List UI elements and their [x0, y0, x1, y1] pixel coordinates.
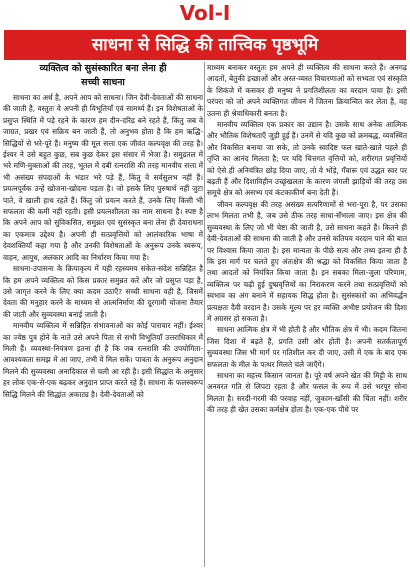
subtitle-line-2: सच्ची साधना: [81, 77, 125, 88]
volume-label: Vol-I: [179, 1, 231, 25]
paragraph: साधना-उपासना के क्रियाकृत्य में यही रहस्यमय संकेत-संदेश सन्निहित है कि हम अपने व्यक्तित्व को किस प्रकार समुन्नत करें और जो प्रसुप्त पड़ा है, उसे जागृत करने के लिए क्या कदम उठाएँ? सच्ची साधना वही है, जिसमें देवता की मनुहार करने के माध्यम से आत्मनिर्माण की दूरगामी योजना तैयार की जाती और सुव्यवस्था बनाई जाती है।: [3, 264, 203, 319]
paragraph: मानवीय व्यक्तित्व एक प्रकार का उद्यान है। उसके साथ अनेक आत्मिक और भौतिक विशेषताएँ जुड़ी हुई हैं। उनमें से यदि कुछ को क्रमबद्ध, व्यवस्थित और विकसित बनाया जा सके, तो उनके स्वादिष्ट फल खाते-खाते पहले ही तृप्ति का आनंद मिलता है; पर यदि चित्तगत वृत्तियों को, शरीरगत प्रवृत्तियों को ऐसे ही अनियंत्रित छोड़ दिया जाए, तो वे भोंड़े, गँवारू एवं उद्धत स्वर पर बढ़ती हैं और दिशाविहीन उच्छृंखलता के कारण जंगली झाड़ियों की तरह उस समूचे क्षेत्र को असभ्य एवं कंटकाकीर्ण बना देती हैं।: [207, 120, 407, 198]
paragraph: माध्यम बनाकर वस्तुतः हम अपने ही व्यक्तित्व की साधना करते हैं। अनगढ़ आदतों, बेतुकी इच्छाओं और अस्त-व्यस्त विचारणाओं को सभ्यता एवं संस्कृति के शिकंजे में कसकर ही मनुष्य ने प्रगतिशीलता का वरदान पाया है। इसी परंपरा को जो अपने व्यक्तिगत जीवन में जितना क्रियान्वित कर लेता है, वह उतना ही श्रेयाधिकारी बनता है।: [207, 63, 407, 118]
paragraph: मानवीय व्यक्तित्व में सन्निहित संभावनाओं का कोई पारावार नहीं। ईश्वर का ज्येष्ठ पुत्र होने के नाते उसे अपने पिता से सभी विभूतियाँ उत्तराधिकार में मिली हैं। व्यवस्था-नियंत्रण इतना ही है कि जब रत्नराशि की उपयोगिता-आवश्यकता समझ में आ जाए, तभी वे मिल सकें। पात्रता के अनुरूप अनुदान मिलने की सुव्यवस्था अनादिकाल से चली आ रही है। इसी सिद्धांत के अनुसार हर लोक एक-से-एक बढ़कर अनुदान प्राप्त करते रहे हैं। साधना के फलस्वरूप सिद्धि मिलने की सिद्धांत अकाट्य है। देवी-देवताओं को: [3, 321, 203, 399]
article-subtitle: [3, 62, 203, 90]
article-title: साधना से सिद्धि की तात्त्विक पृष्ठभूमि: [4, 30, 406, 60]
right-column: [207, 62, 407, 567]
paragraph: जीवन कल्पवृक्ष की तरह असंख्य सत्परिणामों से भरा-पूरा है, पर उसका लाभ मिलता तभी है, जब उसे ठीक तरह साधा-सँभाला जाए। इस क्षेत्र की सुव्यवस्था के लिए जो भी चेष्टा की जाती है, उसे साधना कहते हैं। कितने ही देवी-देवताओं की साधना की जाती है और उनसे कतिपय वरदान पाने की बात पर विश्वास किया जाता है। इस मान्यता के पीछे सत्य और तथ्य इतना ही है कि इस मार्ग पर चलते हुए अंतःक्षेत्र की श्रद्धा को विकसित किया जाता है तथा आदतों को नियंत्रित किया जाता है। इन सबका मिला-जुला परिणाम, व्यक्तित्व पर चढ़ी हुई दुष्प्रवृत्तियों का निराकरण करने तथा सत्प्रवृत्तियों को स्वभाव का अंग बनाने में सहायक सिद्ध होता है। सुसंस्कारों का अभिवर्द्धन प्रत्यक्षतः दैवी वरदान है। उसके मूल्य पर हर व्यक्ति अभीष्ट प्रयोजन की दिशा में अग्रसर हो सकता है।: [207, 199, 407, 323]
left-column: [3, 62, 203, 567]
paragraph: साधना का अर्थ है, अपने आप को साधना। जिन देवी-देवताओं की साधना की जाती है, वस्तुतः वे अपनी ही विभूतियाँ एवं सामर्थ्य हैं। इन विशेषताओं के प्रसुप्त स्थिति में पड़े रहने के कारण हम दीन-दरिद्र बने रहते हैं, किंतु जब वे जाग्रत, प्रखर एवं सक्रिय बन जाती हैं, तो अनुभव होता है कि हम ऋद्धि-सिद्धियों से भरे-पूरे हैं। मनुष्य की मूल सत्ता एक जीवंत कल्पवृक्ष की तरह है। ईश्वर ने उसे बहुत कुछ, सब कुछ देकर इस संसार में भेजा है। समुद्रतल में भरे मणि-मुक्ताओं की तरह, भूतल में दबी रत्नराशि की तरह मानवीय सत्ता में भी असंख्य संपदाओं के भंडार भरे पड़े हैं, किंतु वे सर्वसुलभ नहीं हैं। प्रयत्नपूर्वक उन्हें खोजना-खोदना पड़ता है। जो इसके लिए पुरुषार्थ नहीं जुटा पाते, वे खाली हाथ रहते हैं। किंतु जो प्रयत्न करते हैं, उनके लिए किसी भी सफलता की कमी नहीं रहती। इसी प्रयत्नशीलता का नाम साधना है। स्पष्ट है कि अपने आप को सुविकसित, समुन्नत एवं सुसंस्कृत बना लेना ही देवाराधना का एकमात्र उद्देश्य है। अपनी ही सत्प्रवृत्तियों को आलंकारिक भाषा में देवशक्तियाँ कहा गया है और उनकी विशेषताओं के अनुरूप उनके स्वरूप, वाहन, आयुध, अलंकार आदि का निर्धारण किया गया है।: [3, 93, 203, 262]
paragraph: साधना का महत्त्व किसान जानता है। पूरे वर्ष अपने खेत की मिट्टी के साथ अनवरत गति से लिपटा रहता है और फसल के रूप में उसे भरपूर सोना मिलता है। सरदी-गरमी की परवाह नहीं, जुकाम-खाँसी की चिंता नहीं। शरीर की तरह ही खेत उसका कर्मक्षेत्र होता है। एक-एक पौधे पर: [207, 370, 407, 415]
paragraph: साधना आत्मिक क्षेत्र में भी होती है और भौतिक क्षेत्र में भी। कदम जितना जिस दिशा में बढ़ते हैं, प्रगति उसी ओर होती है। अपनी सतर्कतापूर्ण सुव्यवस्था जिस भी मार्ग पर गतिशील कर दी जाए, उसी में एक के बाद एक सफलता के मील के पत्थर मिलते चले जाएँगे।: [207, 325, 407, 369]
column-divider: [204, 62, 205, 567]
subtitle-line-1: व्यक्तित्व को सुसंस्कारित बना लेना ही: [39, 63, 167, 74]
